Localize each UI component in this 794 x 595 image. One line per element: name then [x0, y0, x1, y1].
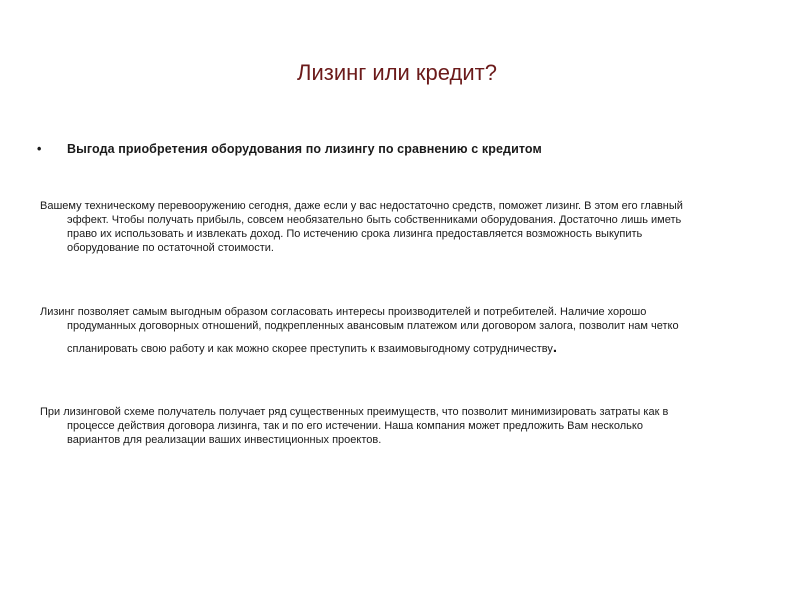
paragraph-leasing-interests: [40, 305, 752, 356]
paragraph-line: Вашему техническому перевооружению сегодня, даже если у вас недостаточно средств, поможет лизинг. В этом его главный: [40, 200, 683, 212]
paragraph-line: вариантов для реализации ваших инвестиционных проектов.: [67, 434, 382, 446]
paragraph-line: процессе действия договора лизинга, так и по его истечении. Наша компания может предложить Вам несколько: [67, 420, 643, 432]
bullet-text: Выгода приобретения оборудования по лизингу по сравнению с кредитом: [67, 142, 542, 156]
paragraph-leasing-advantages: [40, 405, 752, 447]
paragraph-line: Лизинг позволяет самым выгодным образом согласовать интересы производителей и потребителей. Наличие хорошо: [40, 306, 647, 318]
paragraph-leasing-benefit: [40, 199, 752, 255]
paragraph-line: спланировать свою работу и как можно скорее преступить к взаимовыгодному сотрудничеству: [67, 343, 553, 355]
bullet-icon: •: [37, 142, 42, 156]
paragraph-line: При лизинговой схеме получатель получает ряд существенных преимуществ, что позволит минимизировать затраты как в: [40, 406, 669, 418]
paragraph-line-wrapper: [40, 341, 752, 356]
paragraph-line: продуманных договорных отношений, подкрепленных авансовым платежом или договором залога, позволит нам четко: [67, 320, 679, 332]
paragraph-line: оборудование по остаточной стоимости.: [67, 242, 274, 254]
slide-title: Лизинг или кредит?: [297, 60, 497, 85]
paragraph-end-mark: .: [552, 339, 558, 356]
paragraph-line: эффект. Чтобы получать прибыль, совсем необязательно быть собственниками оборудования. Достаточно лишь иметь: [67, 214, 682, 226]
paragraph-line: право их использовать и извлекать доход. По истечению срока лизинга предоставляется возможность выкупить: [67, 228, 643, 240]
